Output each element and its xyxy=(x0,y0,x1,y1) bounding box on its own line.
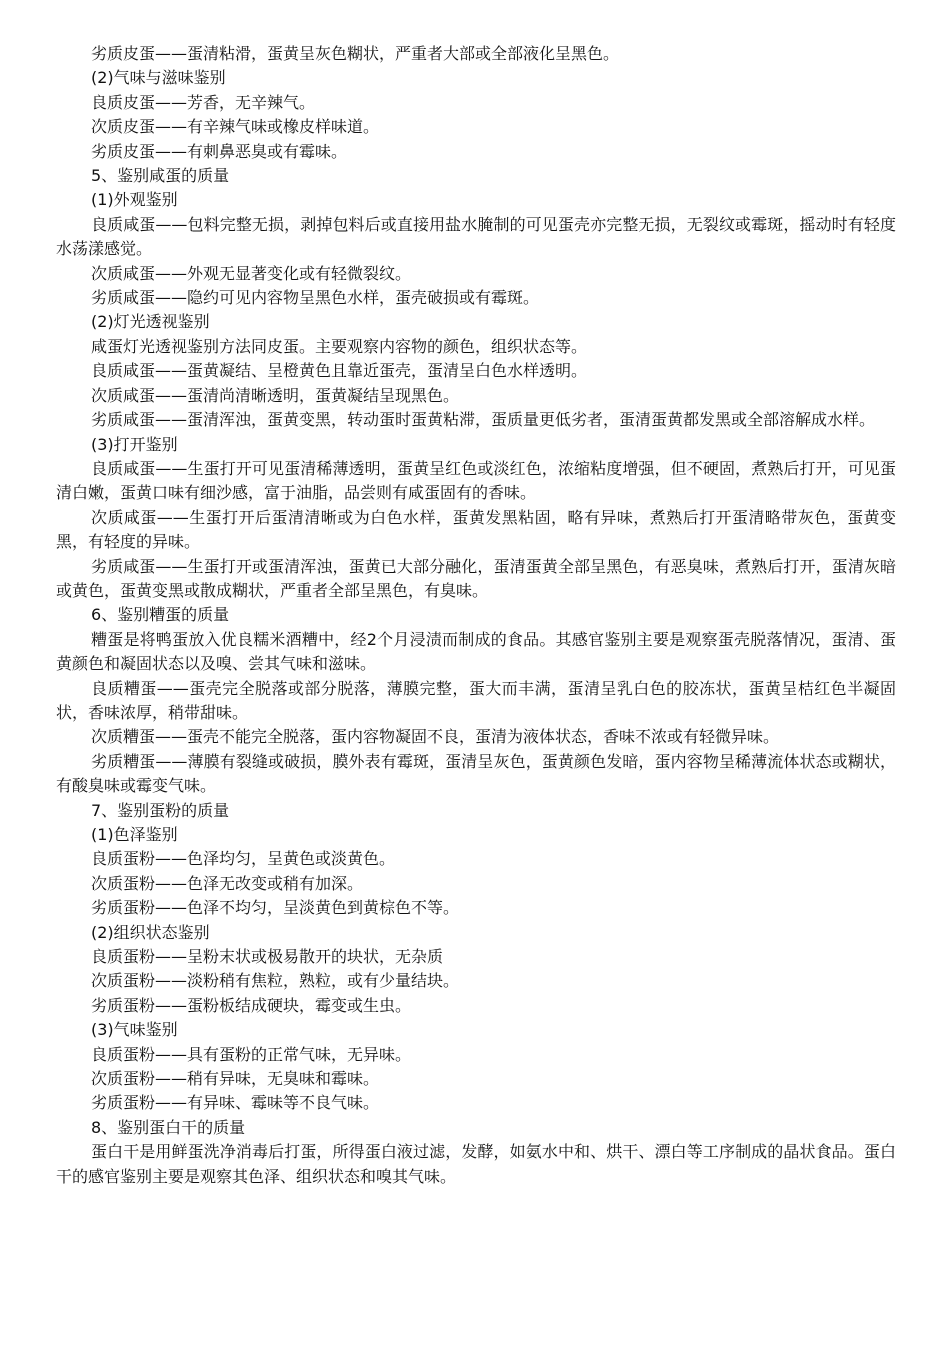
paragraph: 劣质皮蛋——蛋清粘滑，蛋黄呈灰色糊状，严重者大部或全部液化呈黑色。 xyxy=(91,44,620,63)
section-heading: 5、鉴别咸蛋的质量 xyxy=(91,166,230,186)
paragraph: 次质糟蛋——蛋壳不能完全脱落，蛋内容物凝固不良，蛋清为液体状态，香味不浓或有轻微异味。 xyxy=(91,727,780,747)
paragraph: 次质咸蛋——外观无显著变化或有轻微裂纹。 xyxy=(91,263,412,283)
paragraph: 良质蛋粉——色泽均匀，呈黄色或淡黄色。 xyxy=(91,849,396,869)
subsection-heading: (1)色泽鉴别 xyxy=(91,825,178,844)
paragraph: 次质咸蛋——蛋清尚清晰透明，蛋黄凝结呈现黑色。 xyxy=(91,385,460,405)
paragraph: 次质咸蛋——生蛋打开后蛋清清晰或为白色水样，蛋黄发黑粘固，略有异味，煮熟后打开蛋清略带灰色，蛋黄变黑，有轻度的异味。 xyxy=(56,507,896,552)
subsection-heading: (3)气味鉴别 xyxy=(91,1020,178,1040)
paragraph: 劣质蛋粉——色泽不均匀，呈淡黄色到黄棕色不等。 xyxy=(91,898,460,918)
paragraph: 劣质蛋粉——蛋粉板结成硬块，霉变或生虫。 xyxy=(91,995,412,1015)
section-heading: 8、鉴别蛋白干的质量 xyxy=(91,1117,246,1137)
section-heading: 6、鉴别糟蛋的质量 xyxy=(91,605,230,625)
section-heading: 7、鉴别蛋粉的质量 xyxy=(91,800,230,820)
paragraph: 劣质咸蛋——隐约可见内容物呈黑色水样，蛋壳破损或有霉斑。 xyxy=(91,288,540,308)
paragraph: 次质蛋粉——淡粉稍有焦粒，熟粒，或有少量结块。 xyxy=(91,971,460,991)
paragraph: 良质咸蛋——包料完整无损，剥掉包料后或直接用盐水腌制的可见蛋壳亦完整无损，无裂纹或霉斑，摇动时有轻度水荡漾感觉。 xyxy=(56,214,896,259)
paragraph: 良质皮蛋——芳香，无辛辣气。 xyxy=(91,92,316,112)
paragraph: 良质蛋粉——呈粉末状或极易散开的块状，无杂质 xyxy=(91,947,444,967)
paragraph: 良质咸蛋——生蛋打开可见蛋清稀薄透明，蛋黄呈红色或淡红色，浓缩粘度增强，但不硬固，煮熟后打开，可见蛋清白嫩，蛋黄口味有细沙感，富于油脂，品尝则有咸蛋固有的香味。 xyxy=(56,458,896,503)
paragraph: 咸蛋灯光透视鉴别方法同皮蛋。主要观察内容物的颜色，组织状态等。 xyxy=(91,336,588,356)
subsection-heading: (2)组织状态鉴别 xyxy=(91,922,210,942)
paragraph: 次质皮蛋——有辛辣气味或橡皮样味道。 xyxy=(91,117,380,137)
paragraph: 糟蛋是将鸭蛋放入优良糯米酒糟中，经2个月浸渍而制成的食品。其感官鉴别主要是观察蛋壳脱落情况，蛋清、蛋黄颜色和凝固状态以及嗅、尝其气味和滋味。 xyxy=(56,629,896,674)
paragraph: 蛋白干是用鲜蛋洗净消毒后打蛋，所得蛋白液过滤，发酵，如氨水中和、烘干、漂白等工序制成的晶状食品。蛋白干的感官鉴别主要是观察其色泽、组织状态和嗅其气味。 xyxy=(56,1142,896,1186)
subsection-heading: (1)外观鉴别 xyxy=(91,190,178,210)
paragraph: 次质蛋粉——色泽无改变或稍有加深。 xyxy=(91,873,364,893)
subsection-heading: (2)灯光透视鉴别 xyxy=(91,312,210,332)
paragraph: 良质咸蛋——蛋黄凝结、呈橙黄色且靠近蛋壳，蛋清呈白色水样透明。 xyxy=(91,361,588,381)
paragraph: 劣质蛋粉——有异味、霉味等不良气味。 xyxy=(91,1093,380,1113)
paragraph: 良质糟蛋——蛋壳完全脱落或部分脱落，薄膜完整，蛋大而丰满，蛋清呈乳白色的胶冻状，蛋黄呈桔红色半凝固状，香味浓厚，稍带甜味。 xyxy=(56,678,896,722)
paragraph: 劣质咸蛋——蛋清浑浊，蛋黄变黑，转动蛋时蛋黄粘滞，蛋质量更低劣者，蛋清蛋黄都发黑或全部溶解成水样。 xyxy=(91,410,876,430)
paragraph: 良质蛋粉——具有蛋粉的正常气味，无异味。 xyxy=(91,1044,412,1064)
paragraph: 劣质咸蛋——生蛋打开或蛋清浑浊，蛋黄已大部分融化，蛋清蛋黄全部呈黑色，有恶臭味，煮熟后打开，蛋清灰暗或黄色，蛋黄变黑或散成糊状，严重者全部呈黑色，有臭味。 xyxy=(56,556,896,600)
paragraph: 劣质糟蛋——薄膜有裂缝或破损，膜外表有霉斑，蛋清呈灰色，蛋黄颜色发暗，蛋内容物呈稀薄流体状态或糊状，有酸臭味或霉变气味。 xyxy=(56,751,896,796)
paragraph: 劣质皮蛋——有刺鼻恶臭或有霉味。 xyxy=(91,141,348,161)
document-body xyxy=(56,42,896,1189)
subsection-heading: (2)气味与滋味鉴别 xyxy=(91,68,226,88)
subsection-heading: (3)打开鉴别 xyxy=(91,434,178,454)
paragraph: 次质蛋粉——稍有异味，无臭味和霉味。 xyxy=(91,1069,380,1089)
